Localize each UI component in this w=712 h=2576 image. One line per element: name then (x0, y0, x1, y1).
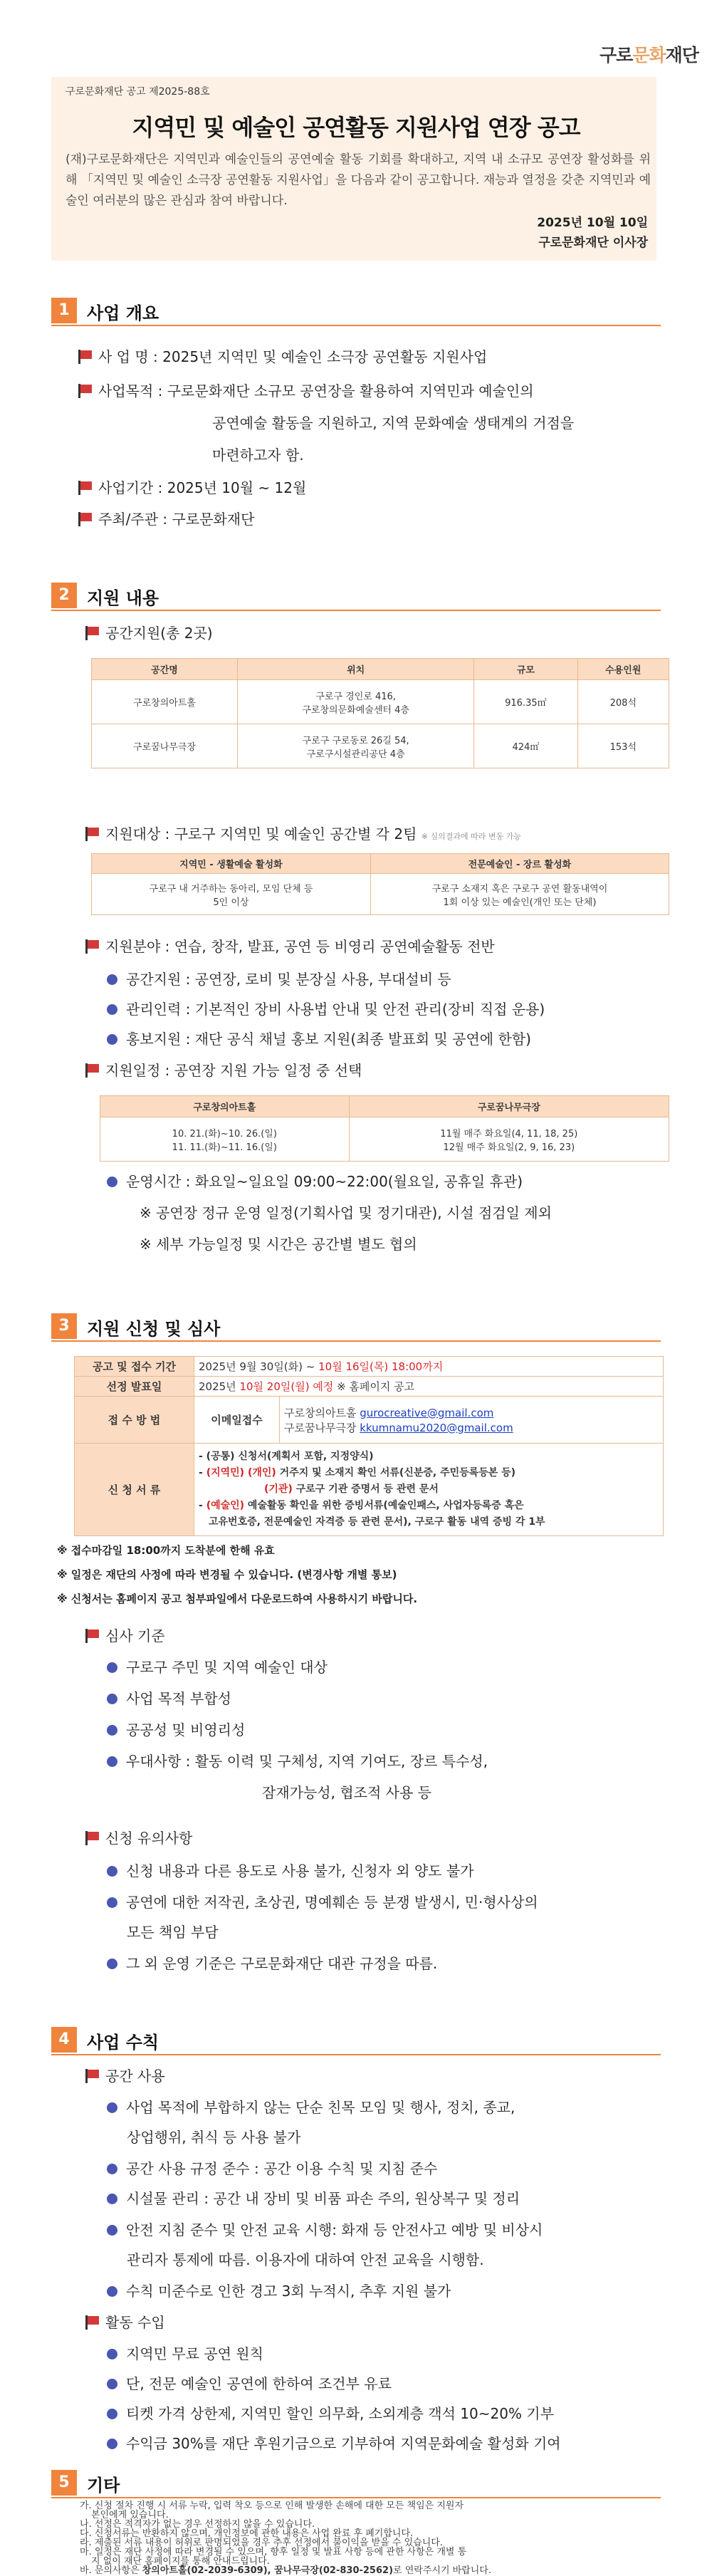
announce-org: 구로문화재단 이사장 (538, 236, 648, 250)
space-use: 공간 사용 (84, 2063, 165, 2090)
bullet-icon (107, 1694, 117, 1704)
bullet-icon (107, 1897, 117, 1908)
rule-2: 공간 사용 규정 준수 : 공간 이용 수칙 및 지침 준수 (107, 2155, 437, 2182)
rule-3: 시설물 관리 : 공간 내 장비 및 비품 파손 주의, 원상복구 및 정리 (107, 2185, 520, 2212)
flag-icon (77, 384, 93, 398)
misc-3: 다. 신청서류는 반환하지 않으며, 개인정보에 관한 내용은 사업 완료 후 폐기합니다. (80, 2528, 414, 2539)
overview-purpose-3: 마련하고자 함. (212, 447, 304, 464)
page-title: 지역민 및 예술인 공연활동 지원사업 연장 공고 (132, 114, 580, 141)
section-title: 지원 내용 (87, 588, 159, 608)
announce-date: 2025년 10월 10일 (537, 216, 648, 230)
overview-host: 주최/주관 : 구로문화재단 (77, 506, 254, 533)
flag-icon (77, 512, 93, 526)
space-table: 공간명 위치 규모 수용인원 구로창의아트홀 구로구 경인로 416, 구로창의문화예술센터 4층 916.35㎡ 208석 구로꿈나무극장 구로구 구로동로 26길 54, 구로구시설관리공단 4층 424㎡ 153석 (91, 658, 669, 768)
income-4: 수익금 30%를 재단 후원기금으로 기부하여 지역문화예술 활성화 기여 (107, 2430, 561, 2457)
caution-2-cont: 모든 책임 부담 (127, 1924, 219, 1941)
section-number: 3 (51, 1313, 77, 1339)
application-cautions: 신청 유의사항 (84, 1825, 192, 1852)
note-schedule: ※ 일정은 재단의 사정에 따라 변경될 수 있습니다. (변경사항 개별 통보) (57, 1568, 397, 1581)
bullet-icon (107, 1725, 117, 1736)
operating-hours: 운영시간 : 화요일~일요일 09:00~22:00(월요일, 공휴일 휴관) (107, 1168, 523, 1195)
note-deadline: ※ 접수마감일 18:00까지 도착분에 한해 유효 (57, 1544, 275, 1557)
foundation-logo: 구로문화재단 (600, 45, 698, 66)
field-promo: 홍보지원 : 재단 공식 채널 홍보 지원(최종 발표회 및 공연에 한함) (107, 1026, 531, 1053)
email-link-kkumnamu[interactable]: kkumnamu2020@gmail.com (360, 1421, 513, 1434)
bullet-icon (107, 1034, 117, 1045)
criteria-2: 사업 목적 부합성 (107, 1685, 231, 1712)
misc-2: 나. 선정은 적격자가 없는 경우 선정하지 않을 수 있습니다. (80, 2519, 315, 2530)
bullet-icon (107, 2379, 117, 2389)
flag-icon (84, 1063, 100, 1078)
rule-5: 수칙 미준수로 인한 경고 3회 누적시, 추후 지원 불가 (107, 2278, 451, 2305)
operating-note-2: ※ 세부 가능일정 및 시간은 공간별 별도 협의 (140, 1236, 417, 1253)
misc-4: 라. 제출된 서류 내용이 허위로 판명되었을 경우 추후 선정에서 불이익을 받을 수 있습니다. (80, 2538, 443, 2548)
bullet-icon (107, 2194, 117, 2204)
overview-purpose: 사업목적 : 구로문화재단 소규모 공연장을 활용하여 지역민과 예술인의 (77, 377, 534, 405)
space-support: 공간지원(총 2곳) (84, 620, 213, 647)
section-title: 사업 개요 (87, 303, 159, 323)
flag-icon (84, 1831, 100, 1845)
caution-2: 공연에 대한 저작권, 초상권, 명예훼손 등 분쟁 발생시, 민·형사상의 (107, 1889, 538, 1916)
application-table: 공고 및 접수 기간 2025년 9월 30일(화) ~ 10월 16일(목) 18:00까지 선정 발표일 2025년 10월 20일(월) 예정 ※ 홈페이지 공고 접 수 방 법 이메일접수 구로창의아트홀 gurocreative@gmail.com 구로꿈나무극장 kkumnamu2020@gmail.com 신 청 서 류 - (공통) 신청서(계획서 포함, 지정양식) - (지역민) (개인) 거주지 및 소재지 확인 서류(신분증, 주민등록등본 등) (기관) 구로구 기관 증명서 등 관련 문서 - (예술인) 예술활동 확인을 위한 증빙서류(예술인패스, 사업자등록증 혹은 고유번호증, 전문예술인 자격증 등 관련 문서), 구로구 활동 내역 증빙 각 1부 (74, 1356, 664, 1536)
section-number: 1 (51, 298, 77, 323)
schedule-table: 구로창의아트홀 구로꿈나무극장 10. 21.(화)~10. 26.(일) 11. 11.(화)~11. 16.(일) 11월 매주 화요일(4, 11, 18, 25) 12월 매주 화요일(2, 9, 16, 23) (100, 1095, 669, 1162)
bullet-icon (107, 2225, 117, 2236)
operating-note-1: ※ 공연장 정규 운영 일정(기획사업 및 정기대관), 시설 점검일 제외 (140, 1204, 552, 1221)
criteria-4: 우대사항 : 활동 이력 및 구체성, 지역 기여도, 장르 특수성, (107, 1748, 488, 1775)
rule-1-cont: 상업행위, 취식 등 사용 불가 (127, 2129, 301, 2146)
bullet-icon (107, 2102, 117, 2113)
support-field: 지원분야 : 연습, 창작, 발표, 공연 등 비영리 공연예술활동 전반 (84, 933, 495, 960)
overview-purpose-2: 공연예술 활동을 지원하고, 지역 문화예술 생태계의 거점을 (212, 414, 575, 432)
caution-3: 그 외 운영 기준은 구로문화재단 대관 규정을 따름. (107, 1950, 437, 1977)
misc-6: 바. 문의사항은 창의아트홀(02-2039-6309), 꿈나무극장(02-830-2562)로 연락주시기 바랍니다. (80, 2565, 491, 2576)
field-staff: 관리인력 : 기본적인 장비 사용법 안내 및 안전 관리(장비 직접 운용) (107, 996, 545, 1023)
misc-5: 마. 일정은 재단 사정에 따라 변경될 수 있으며, 향후 일정 및 발표 사항 등에 관한 사항은 개별 통 (80, 2547, 467, 2557)
flag-icon (84, 1629, 100, 1643)
rule-1: 사업 목적에 부합하지 않는 단순 친목 모임 및 행사, 정치, 종교, (107, 2094, 515, 2121)
bullet-icon (107, 2349, 117, 2359)
rule-4: 안전 지침 준수 및 안전 교육 시행: 화재 등 안전사고 예방 및 비상시 (107, 2216, 543, 2243)
bullet-icon (107, 2164, 117, 2174)
caution-1: 신청 내용과 다른 용도로 사용 불가, 신청자 외 양도 불가 (107, 1857, 474, 1884)
note-form: ※ 신청서는 홈페이지 공고 첨부파일에서 다운로드하여 사용하시기 바랍니다. (57, 1592, 418, 1605)
bullet-icon (107, 1177, 117, 1187)
overview-name: 사 업 명 : 2025년 지역민 및 예술인 소극장 공연활동 지원사업 (77, 343, 487, 370)
flag-icon (84, 626, 100, 640)
support-schedule: 지원일정 : 공연장 지원 가능 일정 중 선택 (84, 1057, 362, 1084)
section-title: 사업 수칙 (87, 2033, 159, 2053)
flag-icon (77, 481, 93, 495)
bullet-icon (107, 2439, 117, 2449)
section-number: 2 (51, 583, 77, 608)
criteria-4-cont: 잠재가능성, 협조적 사용 등 (262, 1784, 431, 1801)
flag-icon (84, 939, 100, 954)
bullet-icon (107, 1959, 117, 1969)
field-space: 공간지원 : 공연장, 로비 및 분장실 사용, 부대설비 등 (107, 966, 451, 993)
misc-list (80, 2501, 491, 2575)
income-2: 단, 전문 예술인 공연에 한하여 조건부 유료 (107, 2370, 392, 2397)
support-target: 지원대상 : 구로구 지역민 및 예술인 공간별 각 2팀 ※ 심의결과에 따라 변동 가능 (84, 820, 521, 850)
review-criteria: 심사 기준 (84, 1622, 165, 1649)
email-link-arthall[interactable]: gurocreative@gmail.com (360, 1406, 494, 1419)
misc-1: 가. 신청 절차 진행 시 서류 누락, 입력 착오 등으로 인해 발생한 손해에 대한 모든 책임은 지원자 (80, 2501, 464, 2511)
rule-4-cont: 관리자 통제에 따름. 이용자에 대하여 안전 교육을 시행함. (127, 2251, 484, 2268)
flag-icon (84, 2315, 100, 2330)
bullet-icon (107, 1756, 117, 1767)
overview-period: 사업기간 : 2025년 10월 ~ 12월 (77, 474, 306, 501)
bullet-icon (107, 2409, 117, 2419)
flag-icon (77, 350, 93, 364)
criteria-3: 공공성 및 비영리성 (107, 1716, 245, 1743)
bullet-icon (107, 2286, 117, 2297)
misc-5-cont: 지 없이 재단 홈페이지를 통해 안내드립니다. (91, 2556, 270, 2567)
target-table: 지역민 - 생활예술 활성화 전문예술인 - 장르 활성화 구로구 내 거주하는 동아리, 모임 단체 등 5인 이상 구로구 소재지 혹은 구로구 공연 활동내역이 1회 이상 있는 예술인(개인 또는 단체) (91, 853, 669, 915)
section-number: 5 (51, 2470, 77, 2496)
misc-1-cont: 본인에게 있습니다. (91, 2510, 169, 2520)
activity-income: 활동 수입 (84, 2309, 165, 2336)
announcement-number: 구로문화재단 공고 제2025-88호 (66, 86, 210, 98)
bullet-icon (107, 1866, 117, 1877)
income-3: 티켓 가격 상한제, 지역민 할인 의무화, 소외계층 객석 10~20% 기부 (107, 2400, 554, 2427)
flag-icon (84, 827, 100, 841)
bullet-icon (107, 1662, 117, 1673)
intro-text: (재)구로문화재단은 지역민과 예술인들의 공연예술 활동 기회를 확대하고, 지역 내 소규모 공연장 활성화를 위해 「지역민 및 예술인 소극장 공연활동 지원사업」을 다음과 같이 공고합니다. 재능과 열정을 갖춘 지역민과 예술인 여러분의 많은 관심과 참여 바랍니다. (66, 152, 651, 208)
bullet-icon (107, 1004, 117, 1015)
bullet-icon (107, 974, 117, 985)
section-title: 기타 (87, 2476, 120, 2496)
income-1: 지역민 무료 공연 원칙 (107, 2340, 263, 2367)
section-number: 4 (51, 2027, 77, 2053)
section-title: 지원 신청 및 심사 (87, 1319, 221, 1339)
criteria-1: 구로구 주민 및 지역 예술인 대상 (107, 1654, 328, 1681)
flag-icon (84, 2069, 100, 2083)
